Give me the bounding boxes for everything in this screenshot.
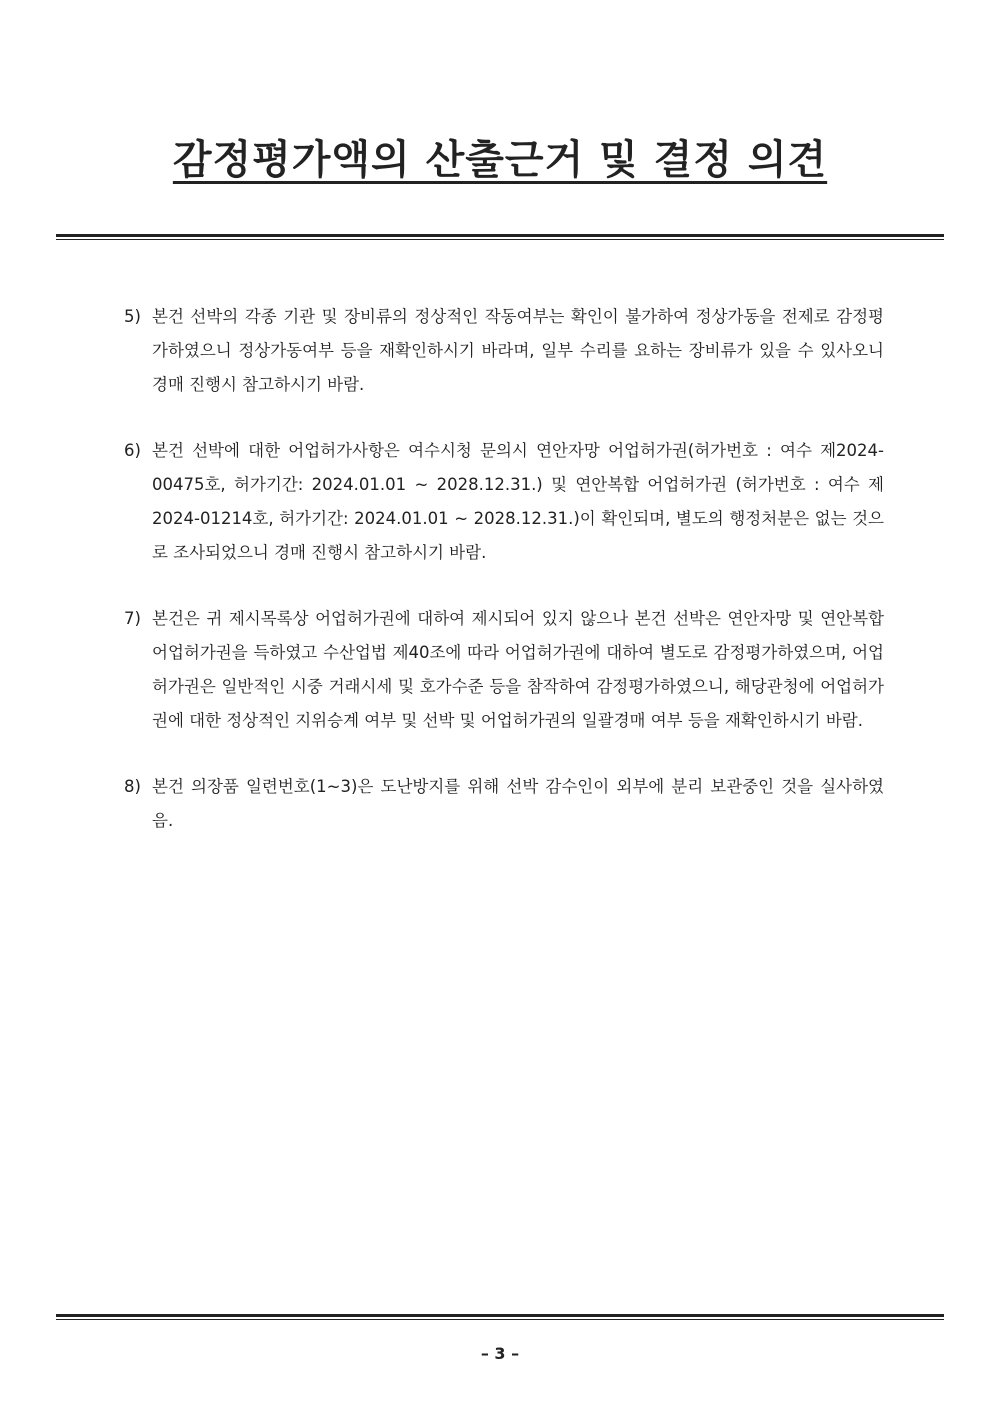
item-text: 본건은 귀 제시목록상 어업허가권에 대하여 제시되어 있지 않으나 본건 선박은 연안자망 및 연안복합어업허가권을 득하였고 수산업법 제40조에 따라 어업허가권에 대하여 별도로 감정평가하였으며, 어업허가권은 일반적인 시중 거래시세 및 호가수준 등을 참작하여 감정평가하였으니, 해당관청에 어업허가권에 대한 정상적인 지위승계 여부 및 선박 및 어업허가권의 일괄경매 여부 등을 재확인하시기 바람. [152, 609, 884, 730]
list-item [124, 602, 884, 738]
item-number: 8) [124, 777, 141, 796]
list-item [124, 434, 884, 570]
bottom-rule-thin [56, 1319, 944, 1320]
item-text: 본건 의장품 일련번호(1~3)은 도난방지를 위해 선박 감수인이 외부에 분리 보관중인 것을 실사하였음. [152, 777, 884, 830]
item-number: 6) [124, 441, 141, 460]
item-number: 5) [124, 307, 141, 326]
opinion-list [124, 300, 884, 870]
bottom-double-rule [56, 1314, 944, 1320]
list-item [124, 300, 884, 402]
top-double-rule [56, 234, 944, 240]
top-rule-thin [56, 239, 944, 240]
item-number: 7) [124, 609, 141, 628]
top-rule-thick [56, 234, 944, 237]
item-text: 본건 선박에 대한 어업허가사항은 여수시청 문의시 연안자망 어업허가권(허가번호 : 여수 제2024-00475호, 허가기간: 2024.01.01 ~ 2028.12.31.) 및 연안복합 어업허가권 (허가번호 : 여수 제2024-01214호, 허가기간: 2024.01.01 ~ 2028.12.31.)이 확인되며, 별도의 행정처분은 없는 것으로 조사되었으니 경매 진행시 참고하시기 바람. [152, 441, 884, 562]
page-title-text: 감정평가액의 산출근거 및 결정 의견 [172, 137, 828, 183]
list-item [124, 770, 884, 838]
page-number: – 3 – [480, 1344, 520, 1363]
page-title [0, 130, 1000, 190]
item-text: 본건 선박의 각종 기관 및 장비류의 정상적인 작동여부는 확인이 불가하여 정상가동을 전제로 감정평가하였으니 정상가동여부 등을 재확인하시기 바라며, 일부 수리를 요하는 장비류가 있을 수 있사오니 경매 진행시 참고하시기 바람. [152, 307, 884, 394]
bottom-rule-thick [56, 1314, 944, 1317]
